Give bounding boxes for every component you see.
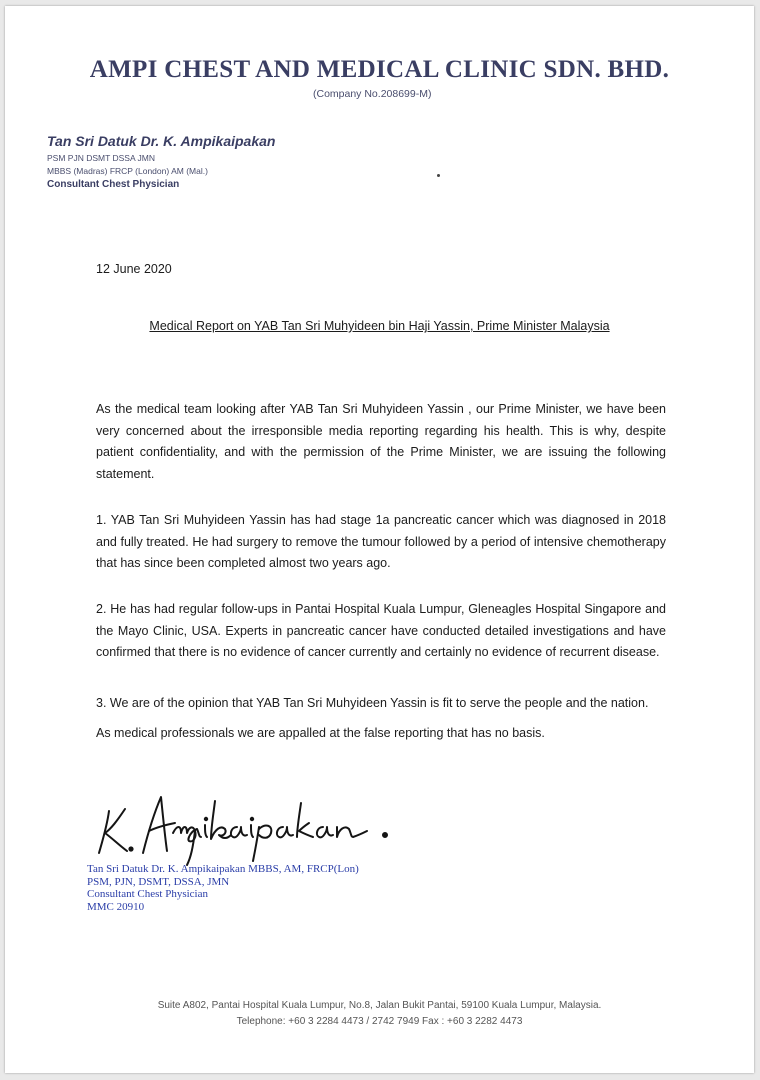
doctor-name: Tan Sri Datuk Dr. K. Ampikaipakan	[47, 133, 276, 149]
stamp-line-role: Consultant Chest Physician	[87, 888, 208, 900]
point-2-paragraph: 2. He has had regular follow-ups in Pantai Hospital Kuala Lumpur, Gleneagles Hospital Singapore and the Mayo Clinic, USA. Experts in pancreatic cancer have conducted detailed investigations and have confirmed that there is no evidence of cancer currently and certainly no evidence of recurrent disease.	[96, 602, 666, 659]
doctor-stamp	[87, 863, 359, 913]
closing-paragraph: As medical professionals we are appalled at the false reporting that has no basis.	[96, 726, 545, 740]
stray-mark	[437, 174, 440, 177]
letter-subject: Medical Report on YAB Tan Sri Muhyideen bin Haji Yassin, Prime Minister Malaysia	[149, 319, 610, 333]
handwritten-signature	[87, 781, 427, 871]
stamp-line-name: Tan Sri Datuk Dr. K. Ampikaipakan MBBS, AM, FRCP(Lon)	[87, 863, 359, 875]
doctor-role: Consultant Chest Physician	[47, 179, 180, 190]
company-number: (Company No.208699-M)	[313, 88, 432, 100]
stamp-line-honours: PSM, PJN, DSMT, DSSA, JMN	[87, 875, 230, 888]
doctor-titles: PSM PJN DSMT DSSA JMN	[47, 153, 155, 163]
doctor-qualifications: MBBS (Madras) FRCP (London) AM (Mal.)	[47, 166, 208, 176]
stamp-line-mmc: MMC 20910	[87, 900, 145, 913]
letter-date: 12 June 2020	[96, 262, 172, 276]
footer-contact: Telephone: +60 3 2284 4473 / 2742 7949 Fax : +60 3 2282 4473	[236, 1016, 523, 1027]
intro-paragraph: As the medical team looking after YAB Tan Sri Muhyideen Yassin , our Prime Minister, we have been very concerned about the irresponsible media reporting regarding his health. This is why, despite patient confidentiality, and with the permission of the Prime Minister, we are issuing the following statement.	[96, 402, 666, 481]
point-3-paragraph: 3. We are of the opinion that YAB Tan Sri Muhyideen Yassin is fit to serve the people and the nation.	[96, 696, 649, 710]
footer-address: Suite A802, Pantai Hospital Kuala Lumpur, No.8, Jalan Bukit Pantai, 59100 Kuala Lumpur, Malaysia.	[157, 1000, 602, 1011]
point-1-paragraph: 1. YAB Tan Sri Muhyideen Yassin has had stage 1a pancreatic cancer which was diagnosed in 2018 and fully treated. He had surgery to remove the tumour followed by a period of intensive chemotherapy that has since been completed almost two years ago.	[96, 513, 666, 570]
letter-page	[5, 6, 754, 1073]
clinic-name: AMPI CHEST AND MEDICAL CLINIC SDN. BHD.	[89, 56, 670, 83]
